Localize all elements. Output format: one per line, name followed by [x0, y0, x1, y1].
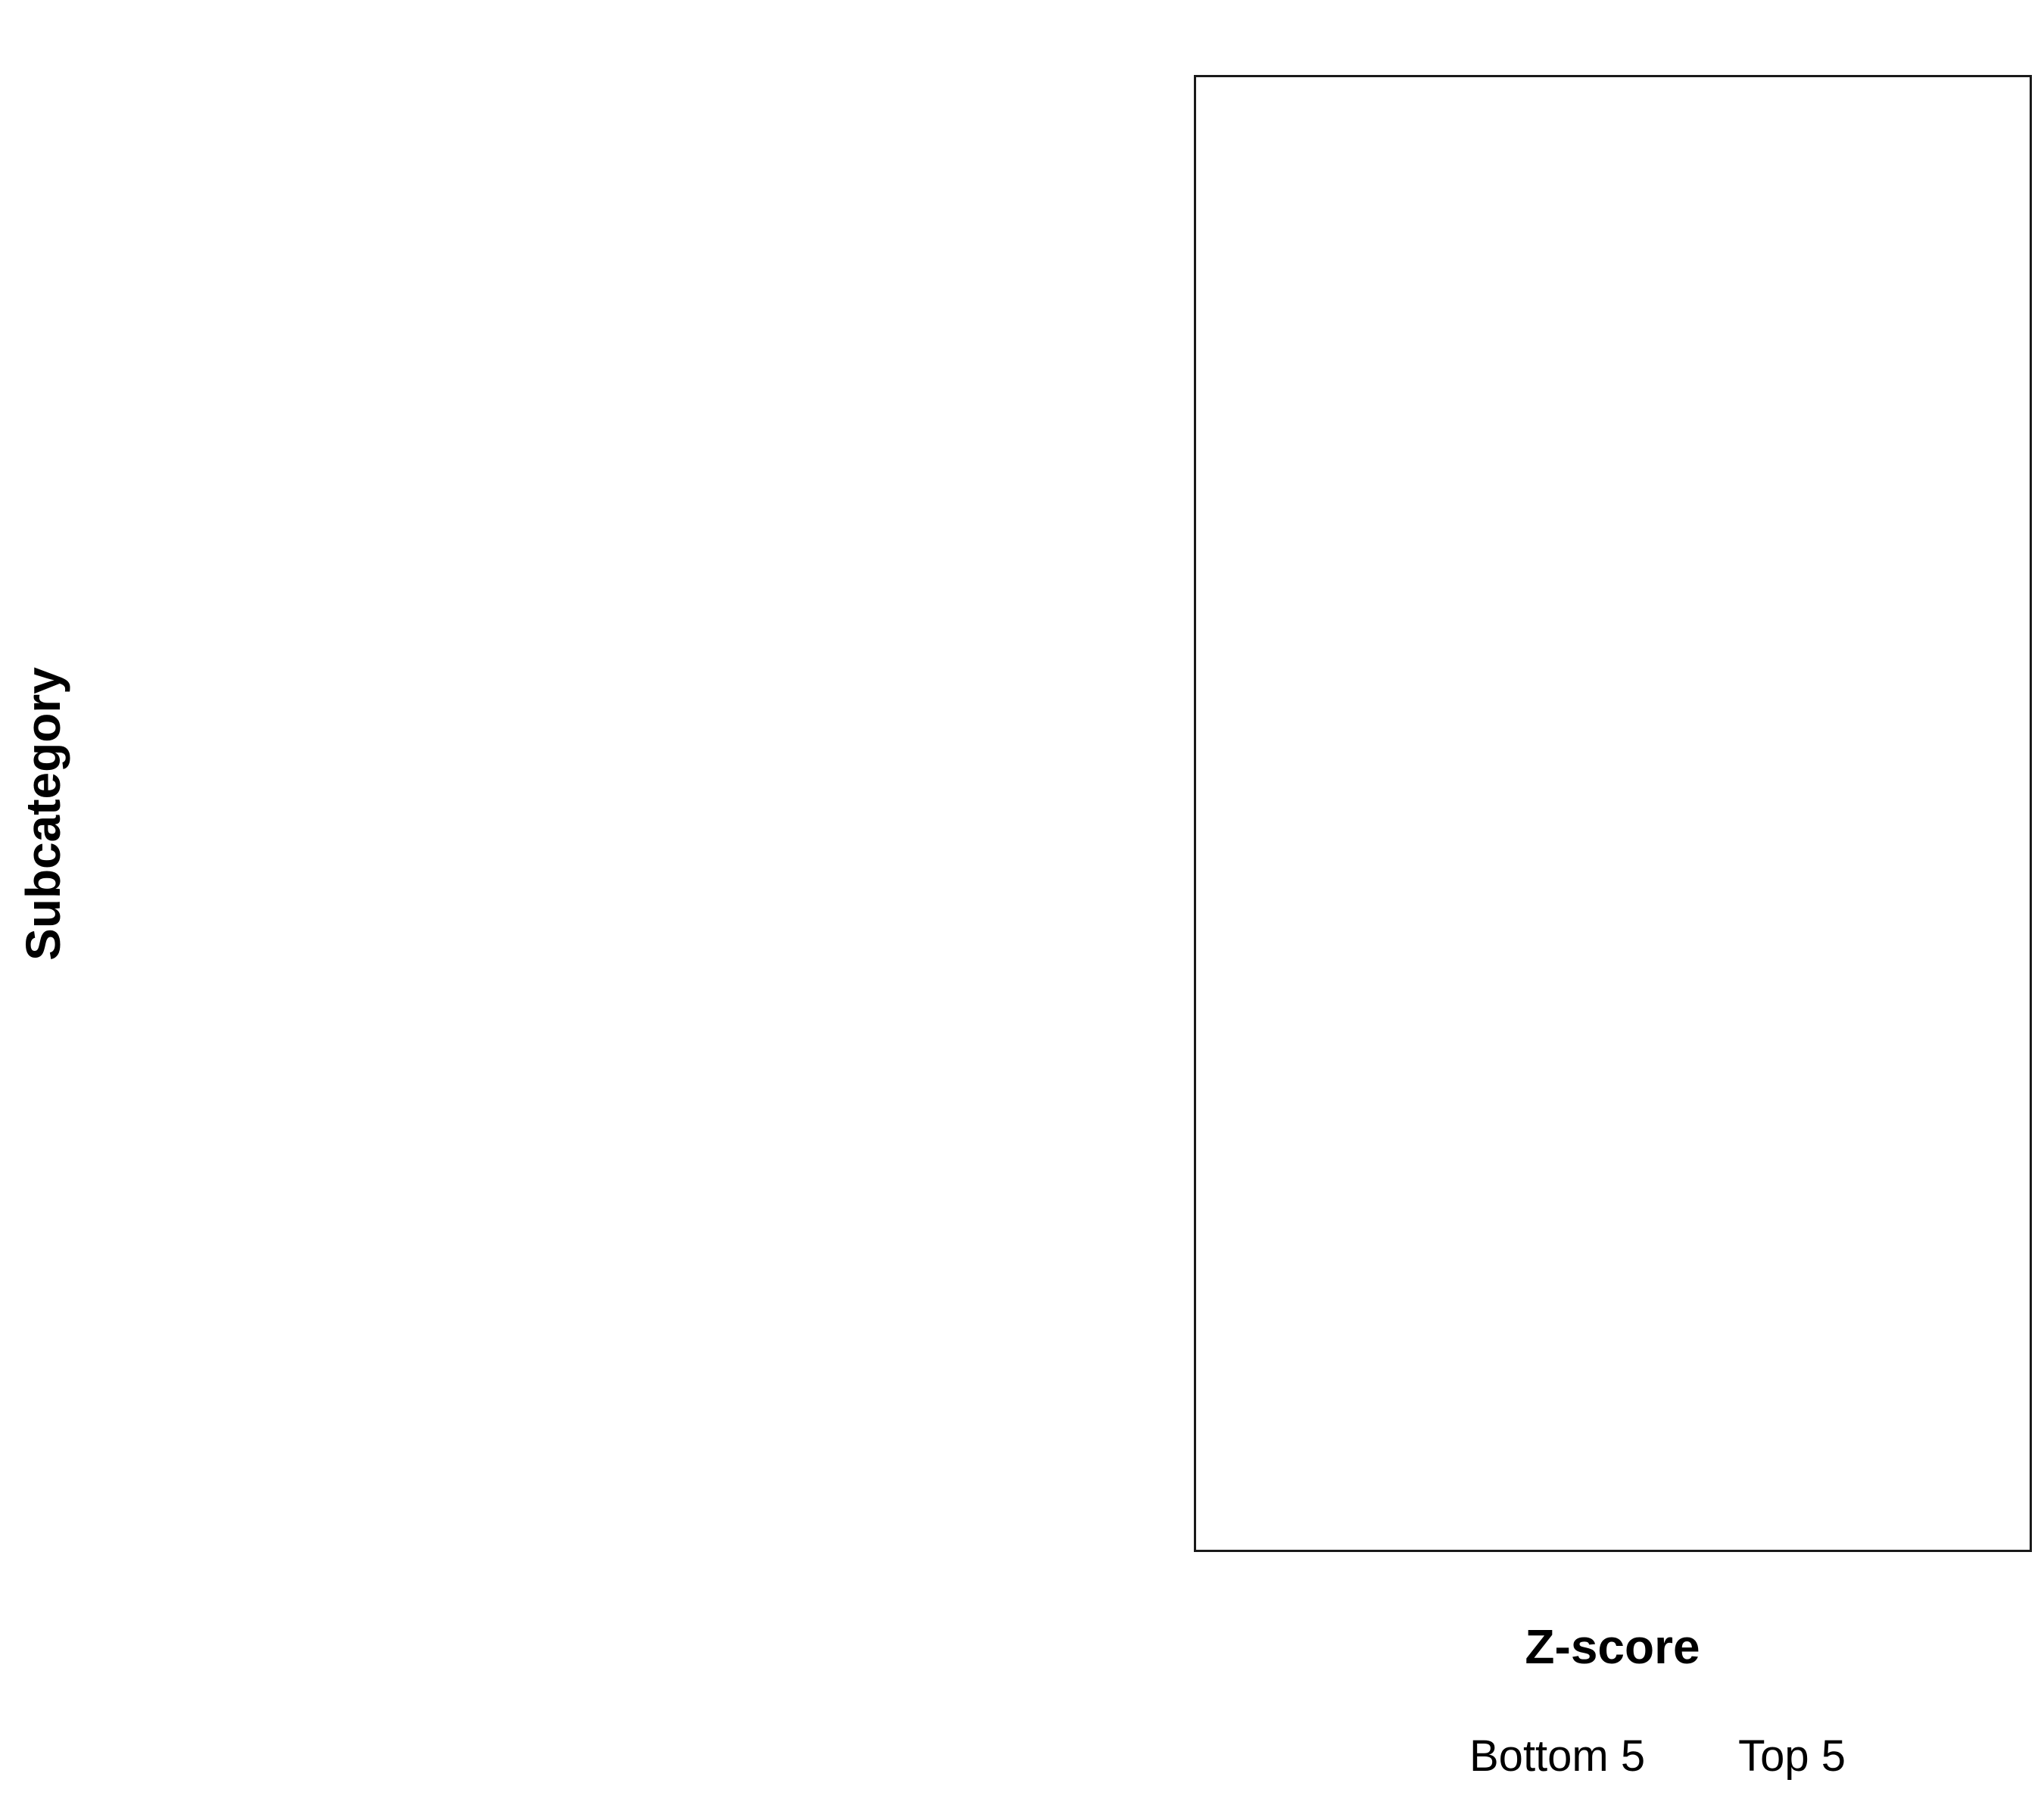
legend-item-top5 [1666, 1731, 1846, 1781]
legend-swatch-top5 [1666, 1731, 1715, 1781]
legend-swatch-bottom5 [1397, 1731, 1447, 1781]
plot-panel [1194, 75, 2032, 1552]
legend-label-top5: Top 5 [1738, 1731, 1846, 1781]
legend [1397, 1731, 1846, 1781]
legend-label-bottom5: Bottom 5 [1469, 1731, 1646, 1781]
y-axis-title: Subcategory [16, 667, 70, 961]
legend-item-bottom5 [1397, 1731, 1645, 1781]
x-axis-title: Z-score [1525, 1619, 1700, 1674]
reference-lines-layer [1196, 77, 2030, 1550]
